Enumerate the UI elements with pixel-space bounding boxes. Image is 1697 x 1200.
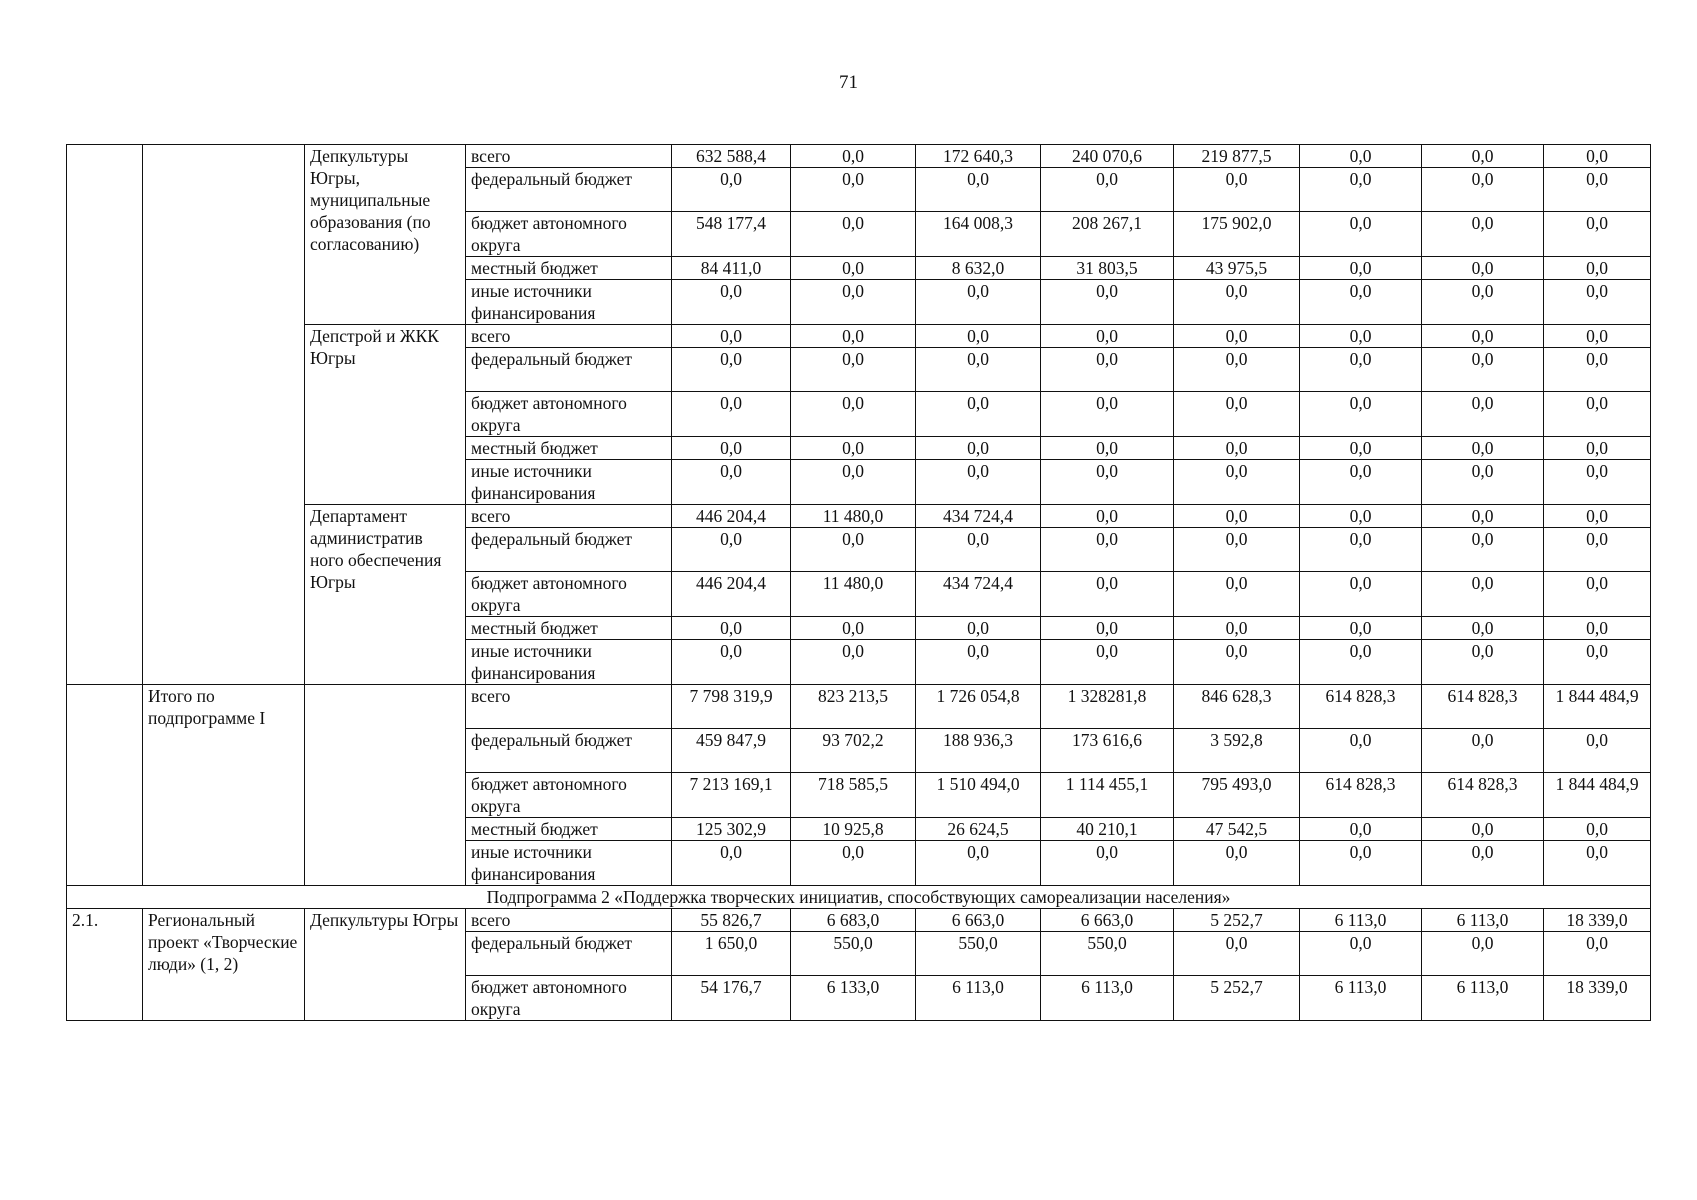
- value-cell: 5 252,7: [1174, 976, 1300, 1021]
- value-cell: 175 902,0: [1174, 212, 1300, 257]
- value-cell: 0,0: [1422, 280, 1544, 325]
- value-cell: 795 493,0: [1174, 773, 1300, 818]
- table-row: [67, 505, 1651, 528]
- value-cell: 0,0: [1300, 460, 1422, 505]
- value-cell: 5 252,7: [1174, 909, 1300, 932]
- value-cell: 0,0: [1422, 528, 1544, 572]
- source-label: федеральный бюджет: [466, 932, 672, 976]
- value-cell: 0,0: [791, 168, 916, 212]
- value-cell: 0,0: [1174, 280, 1300, 325]
- value-cell: 0,0: [1422, 460, 1544, 505]
- source-label: федеральный бюджет: [466, 348, 672, 392]
- value-cell: 0,0: [1041, 280, 1174, 325]
- source-label: местный бюджет: [466, 437, 672, 460]
- executor-cell: [305, 685, 466, 886]
- value-cell: 0,0: [1300, 145, 1422, 168]
- value-cell: 0,0: [791, 392, 916, 437]
- value-cell: 0,0: [1300, 572, 1422, 617]
- value-cell: 0,0: [1422, 348, 1544, 392]
- value-cell: 1 650,0: [672, 932, 791, 976]
- value-cell: 0,0: [1300, 348, 1422, 392]
- value-cell: 0,0: [1174, 841, 1300, 886]
- value-cell: 446 204,4: [672, 505, 791, 528]
- value-cell: 0,0: [916, 325, 1041, 348]
- value-cell: 0,0: [672, 392, 791, 437]
- value-cell: 0,0: [1041, 325, 1174, 348]
- value-cell: 459 847,9: [672, 729, 791, 773]
- project-number: 2.1.: [67, 909, 143, 1021]
- source-label: всего: [466, 685, 672, 729]
- value-cell: 0,0: [1041, 617, 1174, 640]
- value-cell: 208 267,1: [1041, 212, 1174, 257]
- value-cell: 0,0: [916, 280, 1041, 325]
- project-name: Региональный проект «Творческие люди» (1, 2): [143, 909, 305, 1021]
- value-cell: 0,0: [791, 257, 916, 280]
- value-cell: 31 803,5: [1041, 257, 1174, 280]
- value-cell: 0,0: [1422, 145, 1544, 168]
- budget-table: [66, 144, 1651, 1021]
- value-cell: 0,0: [1174, 932, 1300, 976]
- value-cell: 632 588,4: [672, 145, 791, 168]
- value-cell: 3 592,8: [1174, 729, 1300, 773]
- value-cell: 0,0: [1422, 818, 1544, 841]
- value-cell: 6 113,0: [1041, 976, 1174, 1021]
- value-cell: 0,0: [1422, 257, 1544, 280]
- value-cell: 0,0: [791, 280, 916, 325]
- value-cell: 6 663,0: [916, 909, 1041, 932]
- value-cell: 0,0: [672, 460, 791, 505]
- value-cell: 1 844 484,9: [1544, 773, 1651, 818]
- value-cell: 0,0: [1544, 392, 1651, 437]
- source-label: бюджет автономного округа: [466, 976, 672, 1021]
- value-cell: 55 826,7: [672, 909, 791, 932]
- value-cell: 6 113,0: [1422, 976, 1544, 1021]
- value-cell: 0,0: [1422, 212, 1544, 257]
- source-label: всего: [466, 909, 672, 932]
- value-cell: 0,0: [1544, 572, 1651, 617]
- value-cell: 0,0: [1041, 348, 1174, 392]
- value-cell: 0,0: [1300, 729, 1422, 773]
- value-cell: 0,0: [1544, 325, 1651, 348]
- value-cell: 0,0: [791, 460, 916, 505]
- value-cell: 0,0: [1544, 729, 1651, 773]
- value-cell: 0,0: [1300, 617, 1422, 640]
- executor-cell: Депкультуры Югры, муниципальные образования (по согласованию): [305, 145, 466, 325]
- value-cell: 0,0: [1422, 640, 1544, 685]
- value-cell: 0,0: [1174, 168, 1300, 212]
- value-cell: 550,0: [916, 932, 1041, 976]
- value-cell: 84 411,0: [672, 257, 791, 280]
- value-cell: 7 798 319,9: [672, 685, 791, 729]
- value-cell: 0,0: [1544, 932, 1651, 976]
- value-cell: 614 828,3: [1422, 773, 1544, 818]
- value-cell: 26 624,5: [916, 818, 1041, 841]
- value-cell: 0,0: [1041, 168, 1174, 212]
- source-label: бюджет автономного округа: [466, 773, 672, 818]
- value-cell: 6 113,0: [1300, 976, 1422, 1021]
- value-cell: 0,0: [1041, 392, 1174, 437]
- executor-cell: Депкультуры Югры: [305, 909, 466, 1021]
- value-cell: 173 616,6: [1041, 729, 1174, 773]
- budget-table-body: [67, 145, 1651, 1021]
- value-cell: 0,0: [672, 841, 791, 886]
- value-cell: 0,0: [672, 528, 791, 572]
- value-cell: 0,0: [1544, 818, 1651, 841]
- value-cell: 11 480,0: [791, 572, 916, 617]
- value-cell: 0,0: [1300, 640, 1422, 685]
- value-cell: 446 204,4: [672, 572, 791, 617]
- value-cell: 6 683,0: [791, 909, 916, 932]
- executor-cell: Депстрой и ЖКК Югры: [305, 325, 466, 505]
- value-cell: 823 213,5: [791, 685, 916, 729]
- value-cell: 0,0: [1174, 528, 1300, 572]
- value-cell: 0,0: [1544, 505, 1651, 528]
- value-cell: 0,0: [1041, 505, 1174, 528]
- section-title: Подпрограмма 2 «Поддержка творческих инициатив, способствующих самореализации населения»: [67, 886, 1651, 909]
- value-cell: 0,0: [1544, 617, 1651, 640]
- value-cell: 0,0: [791, 325, 916, 348]
- value-cell: 172 640,3: [916, 145, 1041, 168]
- value-cell: 0,0: [916, 841, 1041, 886]
- source-label: федеральный бюджет: [466, 729, 672, 773]
- table-row: [67, 325, 1651, 348]
- value-cell: 0,0: [1300, 505, 1422, 528]
- value-cell: 1 726 054,8: [916, 685, 1041, 729]
- source-label: всего: [466, 145, 672, 168]
- value-cell: 0,0: [1422, 617, 1544, 640]
- value-cell: 10 925,8: [791, 818, 916, 841]
- value-cell: 125 302,9: [672, 818, 791, 841]
- value-cell: 0,0: [672, 280, 791, 325]
- source-label: федеральный бюджет: [466, 168, 672, 212]
- value-cell: 718 585,5: [791, 773, 916, 818]
- value-cell: 240 070,6: [1041, 145, 1174, 168]
- value-cell: 0,0: [1174, 617, 1300, 640]
- value-cell: 0,0: [1300, 841, 1422, 886]
- value-cell: 0,0: [1544, 212, 1651, 257]
- value-cell: 0,0: [1300, 325, 1422, 348]
- value-cell: 0,0: [1174, 505, 1300, 528]
- value-cell: 614 828,3: [1300, 685, 1422, 729]
- page-number: 71: [839, 72, 858, 93]
- value-cell: 0,0: [916, 460, 1041, 505]
- value-cell: 0,0: [916, 617, 1041, 640]
- value-cell: 614 828,3: [1422, 685, 1544, 729]
- value-cell: 0,0: [1300, 168, 1422, 212]
- value-cell: 188 936,3: [916, 729, 1041, 773]
- source-label: иные источники финансирования: [466, 460, 672, 505]
- value-cell: 1 510 494,0: [916, 773, 1041, 818]
- value-cell: 40 210,1: [1041, 818, 1174, 841]
- executor-cell: Департамент административ ного обеспечения Югры: [305, 505, 466, 685]
- value-cell: 1 328281,8: [1041, 685, 1174, 729]
- value-cell: 0,0: [916, 640, 1041, 685]
- value-cell: 54 176,7: [672, 976, 791, 1021]
- value-cell: 0,0: [672, 168, 791, 212]
- value-cell: 43 975,5: [1174, 257, 1300, 280]
- value-cell: 434 724,4: [916, 505, 1041, 528]
- value-cell: 0,0: [1300, 932, 1422, 976]
- value-cell: 434 724,4: [916, 572, 1041, 617]
- value-cell: 0,0: [1174, 640, 1300, 685]
- value-cell: 0,0: [916, 168, 1041, 212]
- value-cell: 0,0: [1422, 932, 1544, 976]
- value-cell: 550,0: [791, 932, 916, 976]
- project-row: [67, 909, 1651, 932]
- value-cell: 550,0: [1041, 932, 1174, 976]
- value-cell: 1 844 484,9: [1544, 685, 1651, 729]
- value-cell: 0,0: [791, 640, 916, 685]
- value-cell: 0,0: [1300, 437, 1422, 460]
- value-cell: 6 113,0: [1422, 909, 1544, 932]
- value-cell: 0,0: [672, 640, 791, 685]
- value-cell: 0,0: [1041, 528, 1174, 572]
- value-cell: 6 663,0: [1041, 909, 1174, 932]
- value-cell: 0,0: [1041, 460, 1174, 505]
- value-cell: 0,0: [1041, 572, 1174, 617]
- source-label: местный бюджет: [466, 617, 672, 640]
- value-cell: 0,0: [1544, 257, 1651, 280]
- value-cell: 0,0: [1422, 505, 1544, 528]
- value-cell: 6 113,0: [1300, 909, 1422, 932]
- value-cell: 0,0: [791, 437, 916, 460]
- value-cell: 7 213 169,1: [672, 773, 791, 818]
- value-cell: 846 628,3: [1174, 685, 1300, 729]
- value-cell: 0,0: [791, 617, 916, 640]
- value-cell: 0,0: [672, 325, 791, 348]
- value-cell: 11 480,0: [791, 505, 916, 528]
- value-cell: 0,0: [1174, 348, 1300, 392]
- value-cell: 164 008,3: [916, 212, 1041, 257]
- source-label: федеральный бюджет: [466, 528, 672, 572]
- value-cell: 0,0: [1174, 325, 1300, 348]
- value-cell: 0,0: [1544, 168, 1651, 212]
- row-number-cell: [67, 685, 143, 886]
- value-cell: 0,0: [1544, 280, 1651, 325]
- value-cell: 0,0: [1422, 392, 1544, 437]
- source-label: бюджет автономного округа: [466, 212, 672, 257]
- value-cell: 0,0: [916, 392, 1041, 437]
- value-cell: 0,0: [1041, 640, 1174, 685]
- source-label: иные источники финансирования: [466, 280, 672, 325]
- value-cell: 0,0: [1041, 841, 1174, 886]
- table-row: [67, 145, 1651, 168]
- value-cell: 0,0: [916, 348, 1041, 392]
- value-cell: 47 542,5: [1174, 818, 1300, 841]
- source-label: иные источники финансирования: [466, 640, 672, 685]
- value-cell: 0,0: [1422, 168, 1544, 212]
- section-row: [67, 886, 1651, 909]
- value-cell: 0,0: [916, 528, 1041, 572]
- value-cell: 614 828,3: [1300, 773, 1422, 818]
- value-cell: 0,0: [791, 528, 916, 572]
- value-cell: 93 702,2: [791, 729, 916, 773]
- value-cell: 0,0: [1544, 348, 1651, 392]
- value-cell: 6 113,0: [916, 976, 1041, 1021]
- value-cell: 18 339,0: [1544, 909, 1651, 932]
- subtotal-row: [67, 685, 1651, 729]
- value-cell: 0,0: [916, 437, 1041, 460]
- value-cell: 0,0: [1544, 841, 1651, 886]
- row-number-cell: [67, 145, 143, 685]
- value-cell: 219 877,5: [1174, 145, 1300, 168]
- value-cell: 0,0: [1544, 145, 1651, 168]
- value-cell: 0,0: [791, 212, 916, 257]
- value-cell: 0,0: [1300, 257, 1422, 280]
- value-cell: 0,0: [1544, 640, 1651, 685]
- value-cell: 0,0: [791, 145, 916, 168]
- value-cell: 0,0: [1422, 572, 1544, 617]
- value-cell: 0,0: [672, 348, 791, 392]
- value-cell: 0,0: [1544, 460, 1651, 505]
- value-cell: 0,0: [791, 348, 916, 392]
- measure-name-cell: [143, 145, 305, 685]
- value-cell: 0,0: [1300, 528, 1422, 572]
- value-cell: 0,0: [1174, 392, 1300, 437]
- value-cell: 0,0: [1300, 392, 1422, 437]
- subtotal-label: Итого по подпрограмме I: [143, 685, 305, 886]
- source-label: местный бюджет: [466, 257, 672, 280]
- value-cell: 8 632,0: [916, 257, 1041, 280]
- source-label: всего: [466, 325, 672, 348]
- source-label: бюджет автономного округа: [466, 392, 672, 437]
- value-cell: 0,0: [1300, 280, 1422, 325]
- value-cell: 0,0: [1174, 572, 1300, 617]
- source-label: всего: [466, 505, 672, 528]
- value-cell: 1 114 455,1: [1041, 773, 1174, 818]
- value-cell: 18 339,0: [1544, 976, 1651, 1021]
- value-cell: 6 133,0: [791, 976, 916, 1021]
- value-cell: 0,0: [1041, 437, 1174, 460]
- value-cell: 0,0: [1422, 729, 1544, 773]
- source-label: иные источники финансирования: [466, 841, 672, 886]
- value-cell: 0,0: [791, 841, 916, 886]
- source-label: бюджет автономного округа: [466, 572, 672, 617]
- value-cell: 0,0: [672, 437, 791, 460]
- value-cell: 0,0: [1544, 528, 1651, 572]
- value-cell: 0,0: [1174, 460, 1300, 505]
- value-cell: 0,0: [1174, 437, 1300, 460]
- value-cell: 0,0: [1422, 325, 1544, 348]
- value-cell: 0,0: [1544, 437, 1651, 460]
- value-cell: 548 177,4: [672, 212, 791, 257]
- value-cell: 0,0: [1300, 818, 1422, 841]
- source-label: местный бюджет: [466, 818, 672, 841]
- value-cell: 0,0: [1300, 212, 1422, 257]
- value-cell: 0,0: [1422, 841, 1544, 886]
- value-cell: 0,0: [672, 617, 791, 640]
- value-cell: 0,0: [1422, 437, 1544, 460]
